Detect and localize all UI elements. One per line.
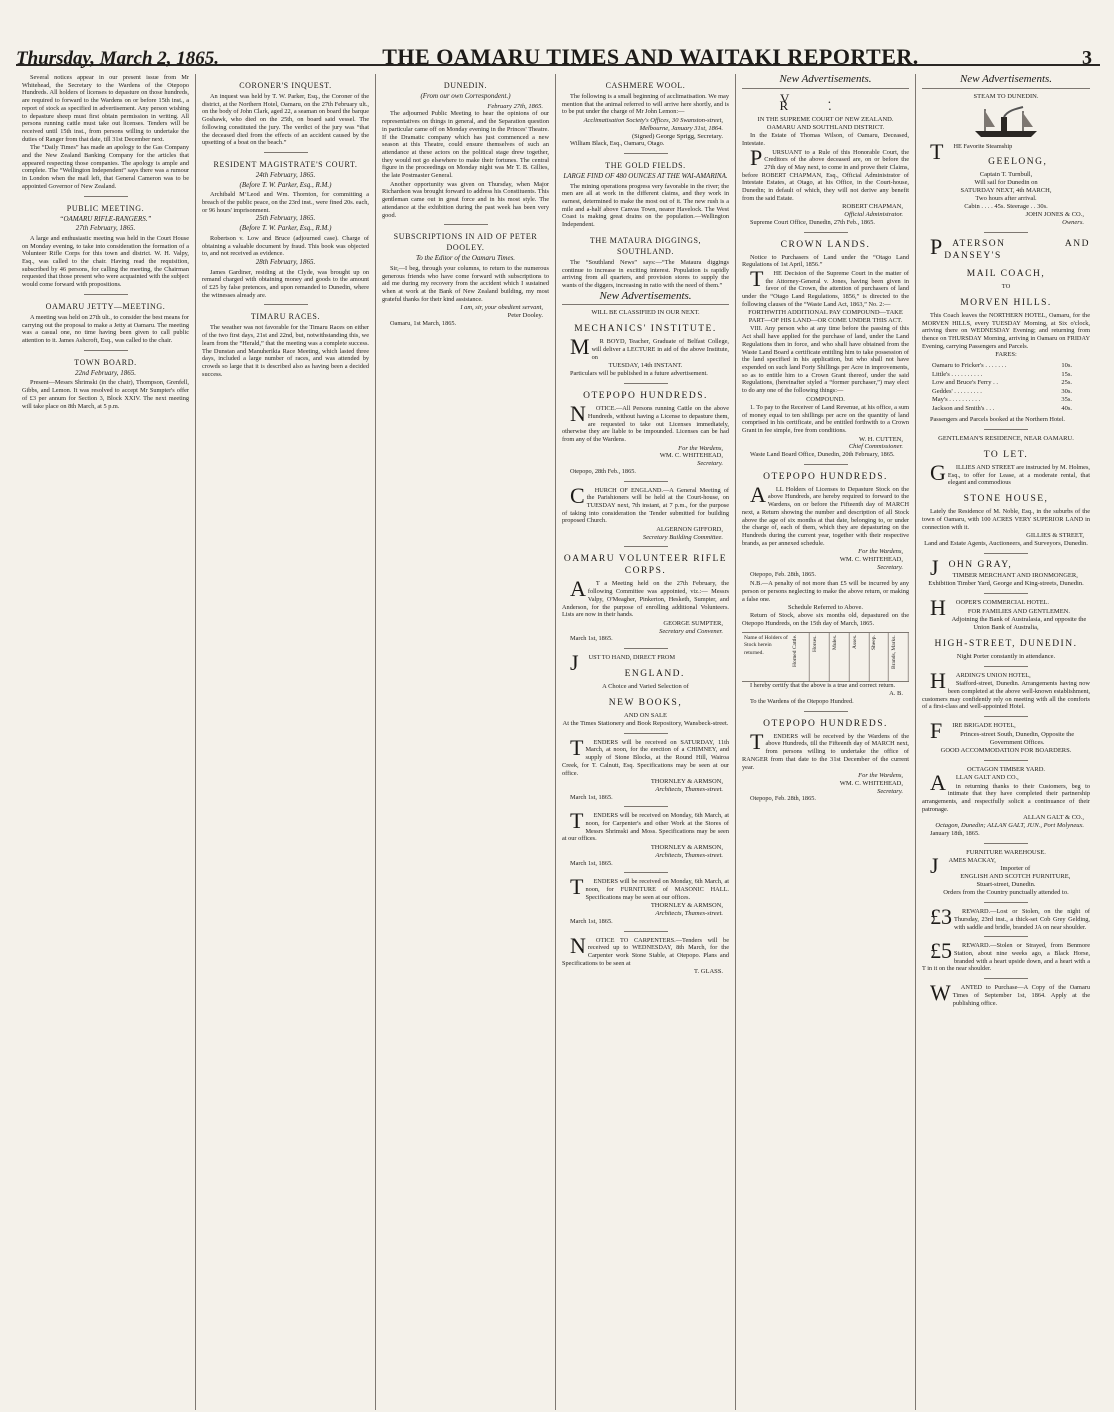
article-text: James Gardiner, residing at the Clyde, was brought up on remand charged with obtaining money and goods to the amount of £25 by false pretences, and upon remanded to Dunedin, where the witnesses already are. [202,268,369,299]
fare-row [932,362,1090,371]
drop-cap: W [930,980,951,1006]
ad-body: ENDERS will be received on Monday, 6th March, at noon, for Carpenter's and other Work at the Stores of Messrs Shrimski and Moss. Specifications may be seen at our offices. [562,812,729,843]
fare-place: Geddes' . . . . . . . . . [932,387,982,395]
ad-body: REWARD.—Lost or Stolen, on the night of Thursday, 23rd inst., a thick-set Cob Grey Gelding, with saddle and bridle, branded JA on near shoulder. [954,908,1090,931]
ad-heading: LLAN GALT AND CO., [955,773,1019,781]
ad-heading: OTEPOPO HUNDREDS. [763,718,888,729]
ad-text [562,401,729,444]
ad-text: Passengers and Parcels booked at the Northern Hotel. [930,416,1065,424]
ad-date: March 1st, 1865. [570,859,613,867]
ad-role: Chief Commissioner. [848,443,903,451]
page-number: 3 [1081,47,1092,69]
article-text: Another opportunity was given on Thursday, when Major Richardson was brought forward to address his Constituents. This gentleman came out in great force and in his most style. The attendance at the exhibition during the past week has been very good. [382,180,549,219]
divider [624,383,668,384]
ad-text [922,980,1090,1007]
ad-role: Secretary. [877,563,903,571]
ad-line: FOR FAMILIES AND GENTLEMEN. [967,607,1070,615]
article-date: 28th February, 1865. [255,257,316,266]
ad-heading: HIGH-STREET, DUNEDIN. [934,638,1078,649]
fare-row [932,379,1090,388]
ad-signature: GEORGE SUMPTER, [663,619,723,627]
ad-text [742,481,909,548]
drop-cap: H [930,667,946,693]
drop-cap: £5 [930,938,952,964]
divider [624,546,668,547]
ad-line: GOOD ACCOMMODATION FOR BOARDERS. [940,746,1072,754]
article-heading: CORONER'S INQUEST. [239,81,332,90]
divider [84,350,128,351]
column-1 [16,74,196,1410]
ad-role: Owners. [1062,219,1084,227]
ad-signature: T. GLASS. [694,968,723,976]
letter-address: Acclimatisation Society's Offices, 30 Swanston-street, Melbourne, January 31st, 1864. [583,117,723,132]
fare-price: 35s. [1061,396,1072,404]
ad-role: Secretary. [877,787,903,795]
ad-role: Secretary. [697,460,723,468]
ad-text [562,874,729,901]
article-text: The mining operations progress very favorable in the river; the men are all at work in the different claims, and they work in earnest, determined to make the most out of it. The new rush is a mile and a-half above Canvas Town, nearer Havelock. The West Coast is making great drains on the population.—Wellington Independent. [562,182,729,229]
divider [804,464,848,465]
ad-signature: JOHN JONES & CO., [1025,211,1084,219]
ad-body: OTICE TO CARPENTERS.—Tenders will be received up to WEDNESDAY, 8th March, for the Carpenter work Stone Stable, at Otepopo. Plans and Specifications to be seen at [562,936,729,967]
drop-cap: £3 [930,904,952,930]
drop-cap: A [930,769,946,795]
ad-text: VIII. Any person who at any time before the passing of this Act shall have applied for the purchase of land, under the Land Regulations then in force, and who shall have obtained from the Waste Land Board a certificate entitling him to take possession of the land specified in his application, but who shall not have expended on such land Forty Shillings per Acre in improvements, so as to entitle him to a Crown Grant thereof, under the said Regulations, (hereinafter styled a “former purchaser,”) may elect to do any one of the following things:— [742,325,909,395]
ad-text: To the Wardens of the Otepopo Hundred. [750,698,854,706]
article-heading: CASHMERE WOOL. [605,81,686,90]
ad-signature: THORNLEY & ARMSON, [650,902,723,910]
ad-line: AND ON SALE [624,711,667,719]
drop-cap: T [570,734,584,760]
fare-row [932,405,1090,414]
divider [624,872,668,873]
table-header: Horses. [810,633,830,681]
ad-text: Return of Stock, above six months old, depastured on the Otepopo Hundreds, on the 15th day of March, 1865. [742,612,909,627]
ad-heading: IRE BRIGADE HOTEL, [952,722,1016,730]
article-heading: RESIDENT MAGISTRATE'S COURT. [213,159,358,169]
fare-place: Oamaru to Fricker's . . . . . . . [932,362,1007,370]
column-4 [556,74,736,1410]
column-3 [376,74,556,1410]
article-text: The “Daily Times” has made an apology to the Gas Company and the New Zealand Banking Company for the articles that appeared respecting those companies. The apology is ample and complete. The “Wellington Independent” says there was a rumour in London when the mail left, that General Cameron was to be appointed Governor of New Zealand. [22,144,189,190]
ad-signature: THORNLEY & ARMSON, [650,778,723,786]
divider [984,666,1028,667]
divider [624,931,668,932]
article-heading: TOWN BOARD. [74,357,137,367]
drop-cap: A [570,576,586,602]
ad-text [742,144,909,203]
ad-body: OTICE.—All Persons running Cattle on the above Hundreds, without having a License to depasture them, are requested to take out Licenses immediately, otherwise they are liable to be impounded. Licenses can be had from any of the Wardens. [562,405,729,443]
ad-heading: ENGLAND. [624,668,685,679]
article-heading: OAMARU JETTY—MEETING. [45,301,166,311]
divider [984,593,1028,594]
letter-signature: (Signed) George Sprigg, Secretary. [632,132,723,140]
ad-line: Two hours after arrival. [975,195,1037,203]
drop-cap: G [930,460,946,486]
ad-date: March 1st, 1865. [570,917,613,925]
ad-line: Adjoining the Bank of Australasia, and opposite the Union Bank of Australia, [951,615,1087,631]
article-text: Archibald M‘Leod and Wm. Thornton, for committing a breach of the public peace, on the 23rd inst., were fined 20s. each, or 96 hours' imprisonment. [202,191,369,214]
divider [624,806,668,807]
ad-heading: STEAM TO DUNEDIN. [973,92,1039,100]
divider [624,733,668,734]
ad-body: ENDERS will be received on SATURDAY, 11th March, at noon, for the erection of a CHIMNEY, and supply of Stone Blocks, at the Round Hill, Wairoa Creek, for T. Calnutt, Esq. Specifications may be seen at our office. [562,738,729,777]
drop-cap: A [750,481,766,507]
letter-place: Oamaru, 1st March, 1865. [390,319,457,327]
fare-price: 40s. [1061,404,1072,412]
ad-heading: MAIL COACH, [966,268,1046,279]
ad-role: Land and Estate Agents, Auctioneers, and Surveyors, Dunedin. [924,539,1088,547]
divider [984,429,1028,430]
drop-cap: T [930,138,944,164]
ad-signature: WM. C. WHITEHEAD, [839,780,903,787]
ad-body: HE Favorite Steamship [953,142,1013,150]
article-heading: DUNEDIN. [443,81,488,90]
article-heading: THE MATAURA DIGGINGS, SOUTHLAND. [589,235,702,256]
section-heading: New Advertisements. [922,74,1090,89]
ad-heading: ATERSON AND DANSEY'S [944,238,1090,261]
fare-place: Jackson and Smith's . . . [932,404,995,412]
table-header: Brands, Marks. [889,633,909,681]
ad-date: TUESDAY, 14th INSTANT. [608,362,683,370]
ad-heading: CROWN LANDS. [780,239,871,250]
ad-heading: GENTLEMAN'S RESIDENCE, NEAR OAMARU. [938,435,1074,443]
ad-heading: ARDING'S UNION HOTEL, [955,671,1031,679]
ad-heading: STONE HOUSE, [963,494,1049,505]
ad-text [922,460,1090,487]
ad-heading: OTEPOPO HUNDREDS. [583,391,708,402]
fare-price: 15s. [1061,370,1072,378]
drop-cap: N [570,932,586,958]
article-text: Sir,—I beg, through your columns, to return to the numerous generous friends who have come forward with subscriptions to aid me during my recovery from the accident which I sustained when at work at the Bank of New Zealand building, my most grateful thanks for their kind assistance. [382,264,549,303]
ad-line: SATURDAY NEXT, 4th MARCH, [960,187,1052,195]
ad-heading: GEELONG, [988,157,1048,168]
divider [804,232,848,233]
fare-price: 10s. [1061,362,1072,370]
ad-heading: FURNITURE WAREHOUSE. [966,848,1046,856]
section-heading: New Advertisements. [742,74,909,89]
ad-text: Stafford-street, Dunedin. Arrangements having now been completed at the above well-known establishment, customers may confidently rely on meeting with all the comforts of a first-class and well-appointed Hotel. [922,680,1090,711]
divider [984,716,1028,717]
drop-cap: P [750,144,763,170]
ad-line: Schedule Referred to Above. [787,604,864,612]
ad-line: Night Porter constantly in attendance. [956,652,1056,660]
divider [264,152,308,153]
article-subheading: (Before T. W. Parker, Esq., R.M.) [239,224,332,233]
drop-cap: P [930,233,943,259]
ad-text: Lately the Residence of M. Noble, Esq., in the suburbs of the town of Oamaru, with 100 ACRES VERY SUPERIOR LAND in connection with it. [922,508,1090,531]
ad-signature: W. H. CUTTEN, [859,435,903,443]
divider [624,648,668,649]
fare-place: Low and Bruce's Ferry . . [932,379,998,387]
ad-date: Otepopo, Feb. 28th, 1865. [750,571,816,579]
ad-signature: WM. C. WHITEHEAD, [839,556,903,564]
ad-text [922,233,1090,262]
divider [984,843,1028,844]
ad-signature: ALLAN GALT & CO., [1023,814,1084,822]
article-heading: SUBSCRIPTIONS IN AID OF PETER DOOLEY. [393,232,538,253]
divider [984,553,1028,554]
article-heading: THE GOLD FIELDS. [605,160,686,170]
ad-text: N.B.—A penalty of not more than £5 will be incurred by any person or persons neglecting to make the above return, or making a false one. [742,580,909,603]
ad-body: URSUANT to a Rule of this Honorable Court, the Creditors of the above deceased are, on or before the 27th day of May next, to come in and prove their Claims, before ROBERT CHAPMAN, Esq., Official Administrator of Intestate Estates, at Otago, at his Office, in the Court-house, Dunedin; in default of which, they will not derive any benefit from the said Estate. [742,148,909,202]
ad-role: Architects, Thames-street. [655,851,723,859]
article-text: An inquest was held by T. W. Parker, Esq., the Coroner of the district, at the Northern Hotel, Oamaru, on the 27th February ult., on the body of John Clark, aged 22, a seaman on board the barque Goshawk, who died on the 25th, on board said vessel. The following constituted the jury. The verdict of the jury was “that the deceased died from the effects of an accident caused by the upsetting of a boat on the beach.” [202,93,369,147]
ad-heading: OOPER'S COMMERCIAL HOTEL. [955,598,1049,606]
fare-row [932,388,1090,397]
section-heading: New Advertisements. [562,291,729,306]
ad-signature: ROBERT CHAPMAN, [842,203,903,211]
ad-date: January 18th, 1865. [930,829,980,837]
ad-line: FARES: [995,351,1017,359]
table-header: Asses. [850,633,870,681]
ad-role: Secretary and Convener. [659,627,723,635]
article-date: 25th February, 1865. [255,214,316,223]
drop-cap: H [930,594,946,620]
fare-place: May's . . . . . . . . . . [932,396,981,404]
ad-line: Captain T. Turnbull, [979,171,1033,179]
article-date: 22nd February, 1865. [74,368,137,377]
drop-cap: F [930,718,943,744]
ad-text: In the Estate of Thomas Wilson, of Oamaru, Deceased, Intestate. [742,132,909,147]
drop-cap: T [750,265,764,291]
divider [984,902,1028,903]
ad-text [562,734,729,778]
ad-text [562,932,729,968]
ad-signature: ALGERNON GIFFORD, [656,526,723,534]
ad-line: FORTHWITH ADDITIONAL PAY COMPOUND—TAKE PART—OF HIS LAND—OR COME UNDER THIS ACT. [748,309,903,325]
return-schedule-table [742,632,909,682]
article-text: The following is a small beginning of acclimatisation. We may mention that the animal referred to will arrive here shortly, and is to be put under the charge of Mr John Lemon:— [562,93,729,116]
ad-body: R BOYD, Teacher, Graduate of Belfast College, will deliver a LECTURE in aid of the above Institute, on [591,338,729,361]
masthead [16,14,1100,69]
ad-body: HE Decision of the Supreme Court in the matter of the Attorney-General v. Jones, having been given in favor of the Crown, the attention of purchasers of land under the “Otago Land Regulations, 1856,” is directed to the following clauses of the “Waste Land Act, 1863,” No. 2:— [742,269,909,308]
article-date: 24th February, 1865. [255,170,316,179]
ad-text: This Coach leaves the NORTHERN HOTEL, Oamaru, for the MORVEN HILLS, every TUESDAY Morning, at Six o'clock, arriving there on WEDNESDAY Evening; and returning from thence on THURSDAY Morning, arriving in Oamaru on FRIDAY Evening, carrying Passengers and Parcels. [922,311,1090,350]
table-header: Horned Cattle. [790,633,810,681]
column-2 [196,74,376,1410]
ad-text: 1. To pay to the Receiver of Land Revenue, at his office, a sum of money equal to ten shillings per acre on the quantity of land comprised in his certificate, and be entitled forthwith to a Crown Grant in fee simple, free from conditions. [742,403,909,434]
ad-line: IN THE SUPREME COURT OF NEW ZEALAND. [757,116,894,124]
article-date: 27th February, 1865. [75,224,136,233]
fare-table [932,362,1090,413]
ad-line: Stuart-street, Dunedin. [976,881,1036,889]
article-text: A large and enthusiastic meeting was held in the Court House on Monday evening, to take into consideration the formation of a Volunteer Rifle Corps for this town and district. W. H. Valpy, Esq., was called to the chair. Having read the requisition, subscribed by 46 persons, for calling the meeting, the Chairman requested that those present who were acquainted with the subject would come forward with propositions. [22,234,189,289]
ad-text: I hereby certify that the above is a true and correct return. [750,681,896,689]
drop-cap: T [570,874,584,900]
column-5 [736,74,916,1410]
article-subheading: To the Editor of the Oamaru Times. [415,254,516,263]
drop-cap: N [570,401,586,427]
column-6 [916,74,1096,1410]
table-header: Sheep. [869,633,889,681]
ad-role: Architects, Thames-street. [655,910,723,918]
ad-date: March 1st, 1865. [570,793,613,801]
ad-role: Secretary Building Committee. [642,533,723,541]
ad-heading: MECHANICS' INSTITUTE. [574,324,717,335]
ad-role: Architects, Thames-street. [655,785,723,793]
ad-line: Will sail for Dunedin on [974,179,1038,187]
ad-body: LL Holders of Licenses to Depasture Stock on the above Hundreds, are hereby required to forward to the Wardens, on or before the Fifteenth day of MARCH next, a Return showing the number and description of all Stock above the age of six months at that date, belonging to, or under the charge of, each of them, which they are depasturing on the Hundreds during the current year, together with their respective brands, as per annexed schedule. [742,485,909,547]
ad-line: Orders from the Country punctually attended to. [943,889,1069,897]
ad-line: Princes-street South, Dunedin, Opposite the Government Offices. [960,730,1075,746]
divider [624,153,668,154]
ad-line: Cabin . . . . 45s. Steerage . . 30s. [964,203,1048,211]
divider [84,294,128,295]
ad-text [562,808,729,843]
ad-text [742,265,909,309]
ad-heading: NEW BOOKS, [608,697,683,708]
drop-cap: J [930,852,939,878]
divider [984,936,1028,937]
drop-cap: J [930,554,939,580]
ad-body: T a Meeting held on the 27th February, the following Committee was appointed, viz.:— Messrs Valpy, O'Meagher, Pinkerton, Hesketh, Sumpter, and Anderson, for the purpose of enrolling additional Volunteers. Lists are now in their hands. [562,580,729,619]
article-subheading: “OAMARU RIFLE-RANGERS.” [59,214,152,223]
table-header: Mules. [830,633,850,681]
article-text: The “Southland News” says:—“The Mataura diggings continue to increase in exciting interest. Population is rapidly arriving from all quarters, and provision stores to supply the wants of the diggers, increasing in ratio with the need of them.” [562,258,729,289]
royal-crest: V. R. [779,90,872,114]
ad-signature: THORNLEY & ARMSON, [650,844,723,852]
ad-signature: GILLIES & STREET, [1026,532,1084,540]
article-text: Robertson v. Low and Bruce (adjourned case). Charge of obtaining a valuable document by fraud. This book was objected to, and not received as evidence. [202,234,369,258]
ad-footnote: Particulars will be published in a future advertisement. [570,370,708,378]
newspaper-title: THE OAMARU TIMES AND WAITAKI REPORTER. [382,44,919,69]
article-subheading: (From our own Correspondent.) [420,92,511,100]
table-header: Name of Holders of Stock herein returned. [744,634,788,657]
ad-text [922,667,1090,693]
article-text: The adjourned Public Meeting to hear the opinions of our representatives on things in general, and the Separation question in particular came off on Monday evening in the Princes' Theatre. If the Dramatic company which has just commenced a new season at this Theatre, could ensure themselves of such an attendance at these actors on the political stage drew together, they would not go elsewhere to make their fortunes. The central figure in the proceedings on Monday night was Mr T. B. Gillies, the late Postmaster General. [382,110,549,180]
drop-cap: T [750,728,764,754]
ad-body: ANTED to Purchase—A Copy of the Oamaru Times of September 1st, 1864. Apply at the publishing office. [952,984,1090,1007]
ad-heading: MORVEN HILLS. [960,297,1052,308]
ad-line: At the Times Stationery and Book Repository, Wansbeck-street. [562,719,729,727]
fare-price: 30s. [1061,387,1072,395]
fare-place: Little's . . . . . . . . . . [932,370,983,378]
ad-heading: TO LET. [983,450,1029,461]
divider [804,711,848,712]
letter-recipient: William Black, Esq., Oamaru, Otago. [570,140,665,148]
ad-line: A Choice and Varied Selection of [602,682,689,690]
columns [16,74,1100,1410]
ad-date: Otepopo, 28th Feb., 1865. [570,467,636,475]
ad-line: OAMARU AND SOUTHLAND DISTRICT. [766,124,885,132]
fare-row [932,396,1090,405]
divider [444,224,488,225]
article-subheading: LARGE FIND OF 480 OUNCES AT THE WAI-AMARINA. [563,171,728,180]
fare-row [932,371,1090,380]
article-text: Several notices appear in our present issue from Mr Whitehead, the Secretary to the Wardens of the Otepopo Hundreds. All holders of licenses to depasture on those hundreds, are required to forward to the Wardens on or before 15th inst., a report of stock as specified in advertisement. Any person wishing to depasture sheep must first obtain permission in writing. All persons running cattle must take out licenses. Tenders will be received until 15th inst., from persons willing to undertake the duties of Ranger from that date, till 31st December next. [22,74,189,143]
ad-line: COMPOUND. [806,395,845,403]
ad-text [922,938,1090,973]
article-text: Present—Messrs Shrimski (in the chair), Thompson, Grenfell, Gibbs, and Lemon. It was resolved to accept Mr Sumpter's offer of £3 per annum for Section 3, Block XXIV. The next meeting will take place on 8th March, at 5 p.m. [22,379,189,410]
ad-signature: WM. C. WHITEHEAD, [659,452,723,460]
ad-heading: OHN GRAY, [948,559,1013,570]
article-heading: PUBLIC MEETING. [66,203,145,213]
ad-body: ENDERS will be received on Monday, 6th March, at noon, for FURNITURE of MASONIC HALL. Specifications may be seen at our offices. [585,878,729,901]
ad-role: Official Administrator. [844,211,903,219]
fare-price: 25s. [1061,379,1072,387]
ad-heading: AMES MACKAY, [948,856,996,864]
ad-date: Otepopo, Feb. 28th, 1865. [750,795,816,803]
ad-body: ILLIES AND STREET are instructed by M. Holmes, Esq., to offer for Lease, at a moderate rental, that elegant and commodious [947,464,1090,487]
ad-text [742,728,909,772]
letter-closing: I am, sir, your obedient servant, [460,304,543,312]
article-date: February 27th, 1865. [487,102,543,110]
ad-line: Importer of [1000,865,1031,873]
divider [984,232,1028,233]
drop-cap: C [570,482,585,508]
ad-role: Octagon, Dunedin; ALLAN GALT, JUN., Port Molyneux. [935,822,1084,830]
ad-signature: A. B. [889,690,903,698]
ad-text: Notice to Purchasers of Land under the “Otago Land Regulations of 1st April, 1856.” [742,253,909,269]
article-text: The weather was not favorable for the Timaru Races on either of the two first days, 21st and 22nd, but, notwithstanding this, we learn from the “Herald,” that the meeting was a complete success. The Dunstan and Manuherikia Race Meeting, which lasted three days, included a large number of races, and was attended by crowds so large that it is described also as having been a decided success. [202,324,369,378]
ad-heading: OAMARU VOLUNTEER RIFLE CORPS. [563,554,728,577]
ad-place: Waste Land Board Office, Dunedin, 20th February, 1865. [750,451,895,459]
ad-body: HURCH OF ENGLAND.—A General Meeting of the Parishioners will be held at the Court-house, on TUESDAY next, 7th instant, at 7 p.m., for the purpose of taking into consideration the Tender submitted for building proposed Church. [562,486,729,525]
ad-for: For the Wardens, [858,772,903,780]
ad-body: ENDERS will be received by the Wardens of the above Hundreds, till the Fifteenth day of MARCH next, from persons willing to undertake the office of RANGER from that date to the 31st December of the current year. [742,732,909,771]
ad-body: UST TO HAND, DIRECT FROM [588,654,676,662]
ad-line: TIMBER MERCHANT AND IRONMONGER, Exhibition Timber Yard, George and King-streets, Dunedin. [928,571,1084,587]
steamship-icon [971,105,1041,139]
divider [984,978,1028,979]
section-note: WILL BE CLASSIFIED IN OUR NEXT. [591,309,700,317]
ad-heading: OCTAGON TIMBER YARD. [966,765,1046,773]
drop-cap: M [570,334,590,360]
ad-text [922,904,1090,931]
ad-body: REWARD.—Stolen or Strayed, from Benmore Station, about nine weeks ago, a Black Horse, branded with a heart upside down, and a heart with a T in it on the near shoulder. [922,942,1090,973]
ad-for: For the Wardens, [858,548,903,556]
ad-line: TO [1001,282,1011,290]
letter-signature: Peter Dooley. [507,312,543,320]
ad-text [562,334,729,361]
issue-date: Thursday, March 2, 1865. [16,48,220,69]
divider [624,481,668,482]
divider [264,304,308,305]
article-text: A meeting was held on 27th ult., to consider the best means for carrying out the proposal to make a Jetty at Oamaru. The meeting was a casual one, no time having been given to call public attention to it. James Ashcroft, Esq., was called to the chair. [22,313,189,344]
drop-cap: J [570,650,579,676]
article-subheading: (Before T. W. Parker, Esq., R.M.) [239,180,332,189]
drop-cap: T [570,808,584,834]
article-heading: TIMARU RACES. [250,312,321,322]
ad-for: For the Wardens, [678,444,723,452]
ad-heading: OTEPOPO HUNDREDS. [763,471,888,482]
divider [84,196,128,197]
ad-text: in returning thanks to their Customers, beg to intimate that they have completed their partnership arrangements, and respectfully solicit a continuance of their patronage. [922,782,1090,813]
ad-date: March 1st, 1865. [570,635,613,643]
ad-text [562,576,729,619]
divider [984,760,1028,761]
ad-text [562,482,729,526]
ad-line: ENGLISH AND SCOTCH FURNITURE, [960,873,1071,881]
ad-place: Supreme Court Office, Dunedin, 27th Feb., 1865. [750,218,875,226]
